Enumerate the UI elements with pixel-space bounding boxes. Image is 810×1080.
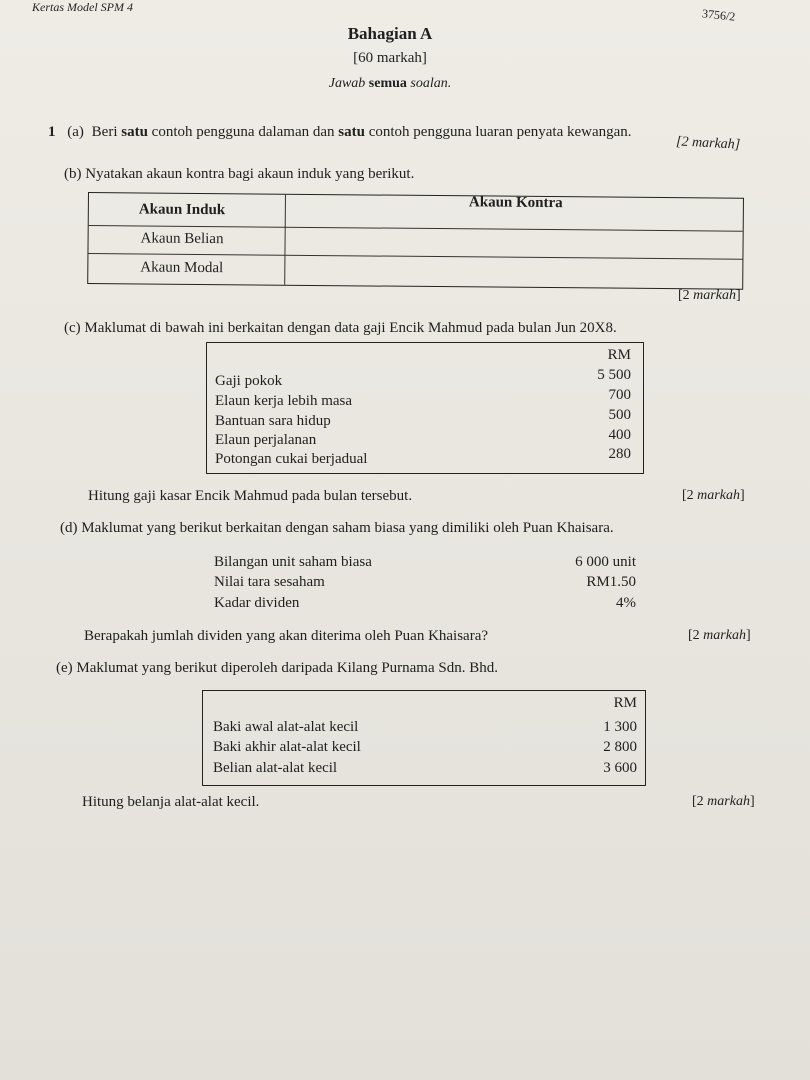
marks-1d: [2 markah] bbox=[688, 628, 751, 643]
section-instruction: Jawab semua soalan. bbox=[328, 76, 452, 91]
salary-item-label: Gaji pokok bbox=[215, 373, 283, 389]
question-1c-prompt: Hitung gaji kasar Encik Mahmud pada bulan tersebut. bbox=[88, 488, 413, 504]
question-1c: (c) Maklumat di bawah ini berkaitan dengan data gaji Encik Mahmud pada bulan Jun 20X8. bbox=[64, 320, 617, 336]
table-row-parent-account: Akaun Modal bbox=[140, 259, 224, 277]
share-item-label: Bilangan unit saham biasa bbox=[214, 554, 372, 570]
salary-data-box bbox=[206, 342, 644, 474]
contra-account-table bbox=[87, 192, 744, 290]
share-item-value: 4% bbox=[616, 595, 636, 611]
table-header-contra: Akaun Kontra bbox=[468, 194, 563, 212]
question-1d: (d) Maklumat yang berikut berkaitan dengan saham biasa yang dimiliki oleh Puan Khaisara. bbox=[60, 520, 614, 536]
paper-header-left: Kertas Model SPM 4 bbox=[32, 0, 133, 14]
marks-1b: [2 markah] bbox=[678, 288, 741, 303]
marks-1a: [2 markah] bbox=[675, 134, 741, 153]
tools-item-value: 1 300 bbox=[603, 719, 637, 735]
small-tools-data-box bbox=[202, 690, 646, 786]
section-marks: [60 markah] bbox=[353, 50, 427, 66]
salary-item-value: 400 bbox=[608, 427, 631, 443]
tools-item-label: Baki awal alat-alat kecil bbox=[213, 719, 359, 735]
tools-item-value: 2 800 bbox=[603, 739, 637, 755]
salary-item-value: 500 bbox=[608, 407, 631, 423]
tools-item-value: 3 600 bbox=[603, 760, 637, 776]
share-item-value: 6 000 unit bbox=[575, 554, 636, 570]
salary-item-label: Elaun kerja lebih masa bbox=[215, 393, 353, 409]
share-item-value: RM1.50 bbox=[586, 574, 636, 590]
table-header-parent: Akaun Induk bbox=[138, 201, 226, 219]
marks-1c: [2 markah] bbox=[682, 488, 745, 503]
salary-item-label: Elaun perjalanan bbox=[215, 432, 317, 448]
marks-1e: [2 markah] bbox=[692, 794, 755, 809]
question-number: 1 bbox=[48, 124, 56, 140]
question-1e-prompt: Hitung belanja alat-alat kecil. bbox=[82, 794, 260, 810]
question-1d-prompt: Berapakah jumlah dividen yang akan diterima oleh Puan Khaisara? bbox=[84, 628, 489, 644]
question-1b: (b) Nyatakan akaun kontra bagi akaun induk yang berikut. bbox=[64, 166, 415, 182]
currency-header: RM bbox=[607, 347, 631, 363]
salary-item-label: Bantuan sara hidup bbox=[215, 413, 331, 429]
question-1a: 1 (a) Beri satu contoh pengguna dalaman dan satu contoh pengguna luaran penyata kewangan. bbox=[48, 124, 632, 140]
salary-item-value: 5 500 bbox=[597, 367, 631, 383]
salary-item-value: 280 bbox=[608, 446, 631, 462]
share-item-label: Kadar dividen bbox=[214, 595, 300, 611]
currency-header: RM bbox=[613, 695, 637, 711]
question-1e: (e) Maklumat yang berikut diperoleh daripada Kilang Purnama Sdn. Bhd. bbox=[56, 660, 498, 676]
share-item-label: Nilai tara sesaham bbox=[214, 574, 325, 590]
section-title: Bahagian A bbox=[347, 24, 433, 43]
salary-item-label: Potongan cukai berjadual bbox=[215, 451, 368, 467]
tools-item-label: Belian alat-alat kecil bbox=[213, 760, 338, 776]
show-through-text bbox=[470, 140, 473, 156]
paper-code: 3756/2 bbox=[701, 6, 737, 24]
salary-item-value: 700 bbox=[608, 387, 631, 403]
table-row-parent-account: Akaun Belian bbox=[140, 230, 224, 248]
tools-item-label: Baki akhir alat-alat kecil bbox=[213, 739, 361, 755]
